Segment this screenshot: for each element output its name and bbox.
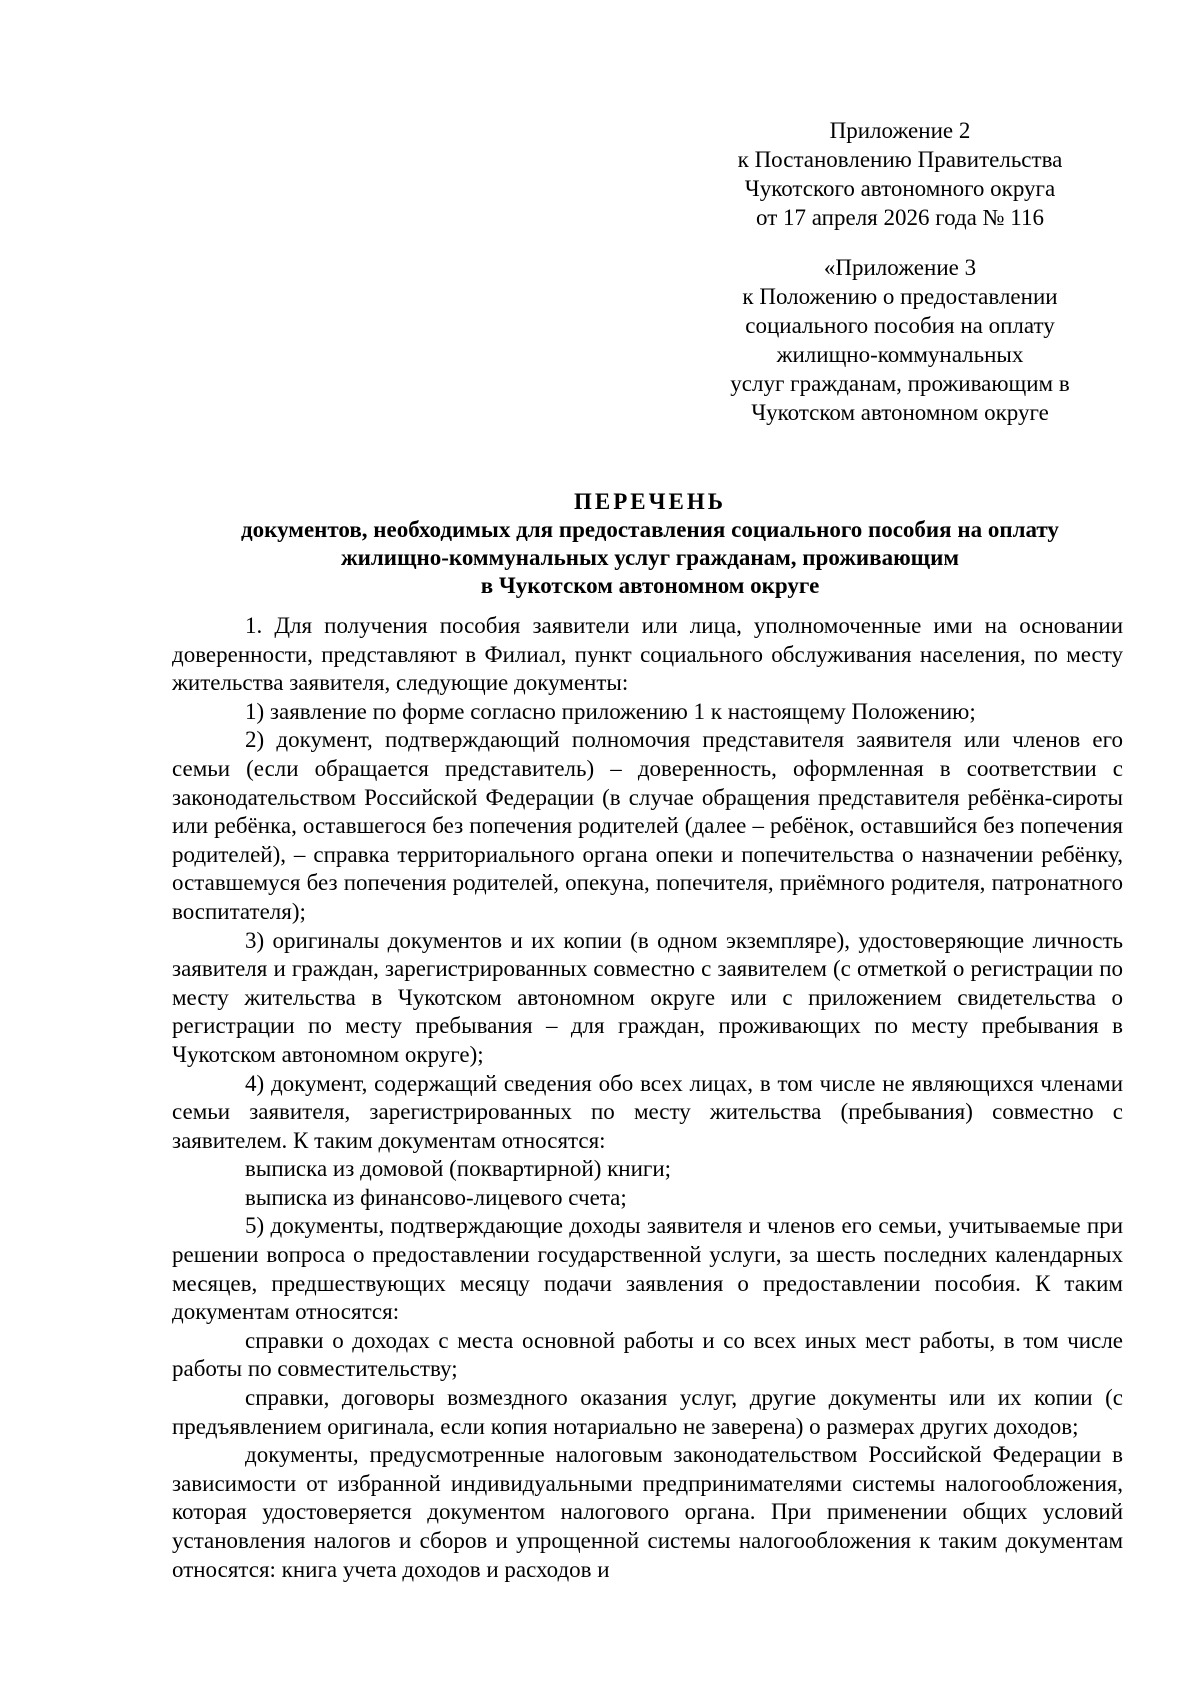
appendix-3-header	[700, 253, 1100, 427]
paragraph: выписка из финансово-лицевого счета;	[245, 1184, 627, 1210]
paragraph: документы, предусмотренные налоговым законодательством Российской Федерации в зависимости от избранной индивидуальными предпринимателями системы налогообложения, которая удостоверяется документом налогового органа. При применении общих условий установления налогов и сборов и упрощенной системы налогообложения к таким документам относятся: книга учета доходов и расходов и	[172, 1442, 1123, 1582]
appendix-3-line: к Положению о предоставлении	[742, 284, 1058, 309]
appendix-2-line: к Постановлению Правительства	[737, 147, 1063, 172]
paragraph: выписка из домовой (поквартирной) книги;	[245, 1156, 672, 1182]
title-subtitle-line: в Чукотском автономном округе	[480, 573, 820, 598]
appendix-3-line: услуг гражданам, проживающим в	[730, 371, 1070, 396]
appendix-3-line: жилищно-коммунальных	[776, 342, 1024, 367]
appendix-2-header	[700, 116, 1100, 232]
paragraph: 3) оригиналы документов и их копии (в одном экземпляре), удостоверяющие личность заявителя и граждан, зарегистрированных совместно с заявителем (с отметкой о регистрации по месту жительства в Чукотском автономном округе или с приложением свидетельства о регистрации по месту пребывания – для граждан, проживающих по месту пребывания в Чукотском автономном округе);	[172, 927, 1123, 1067]
appendix-2-line: от 17 апреля 2026 года № 116	[756, 205, 1044, 230]
title-subtitle-line: документов, необходимых для предоставления социального пособия на оплату	[241, 517, 1059, 542]
paragraph: справки о доходах с места основной работы и со всех иных мест работы, в том числе работы по совместительству;	[172, 1327, 1123, 1382]
paragraph: справки, договоры возмездного оказания услуг, другие документы или их копии (с предъявлением оригинала, если копия нотариально не заверена) о размерах других доходов;	[172, 1385, 1123, 1439]
appendix-3-line: социального пособия на оплату	[745, 313, 1055, 338]
appendix-2-line: Приложение 2	[829, 118, 971, 143]
appendix-3-line: «Приложение 3	[823, 255, 977, 280]
paragraph: 5) документы, подтверждающие доходы заявителя и членов его семьи, учитываемые при решении вопроса о предоставлении государственной услуги, за шесть последних календарных месяцев, предшествующих месяцу подачи заявления о предоставлении пособия. К таким документам относятся:	[172, 1213, 1123, 1325]
document-title	[170, 488, 1130, 600]
appendix-3-line: Чукотском автономном округе	[751, 400, 1049, 425]
paragraph: 1. Для получения пособия заявители или лица, уполномоченные ими на основании доверенности, представляют в Филиал, пункт социального обслуживания населения, по месту жительства заявителя, следующие документы:	[172, 613, 1123, 696]
document-body	[172, 612, 1123, 1584]
paragraph: 1) заявление по форме согласно приложению 1 к настоящему Положению;	[245, 698, 976, 724]
title-heading: ПЕРЕЧЕНЬ	[574, 489, 726, 514]
title-subtitle-line: жилищно-коммунальных услуг гражданам, проживающим	[340, 545, 960, 570]
appendix-2-line: Чукотского автономного округа	[744, 176, 1056, 201]
paragraph: 4) документ, содержащий сведения обо всех лицах, в том числе не являющихся членами семьи заявителя, зарегистрированных по месту жительства (пребывания) совместно с заявителем. К таким документам относятся:	[172, 1070, 1123, 1153]
paragraph: 2) документ, подтверждающий полномочия представителя заявителя или членов его семьи (если обращается представитель) – доверенность, оформленная в соответствии с законодательством Российской Федерации (в случае обращения представителя ребёнка-сироты или ребёнка, оставшегося без попечения родителей (далее – ребёнок, оставшийся без попечения родителей), – справка территориального органа опеки и попечительства о назначении ребёнку, оставшемуся без попечения родителей, опекуна, попечителя, приёмного родителя, патронатного воспитателя);	[172, 727, 1123, 924]
